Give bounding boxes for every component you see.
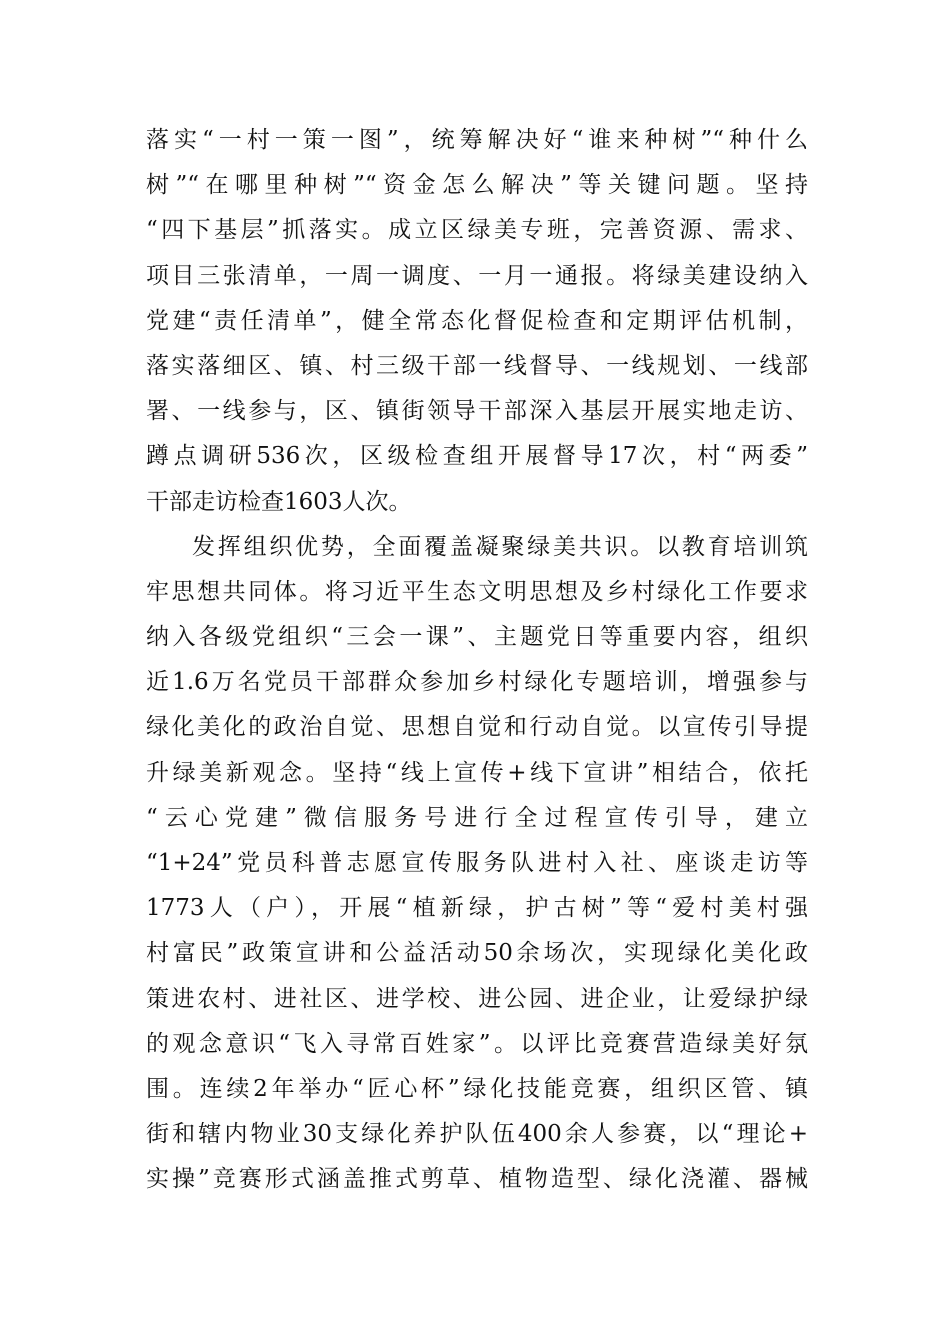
text-line: 围。连续2年举办“匠心杯”绿化技能竞赛，组织区管、镇 [146,1075,808,1102]
text-line: 近1.6万名党员干部群众参加乡村绿化专题培训，增强参与 [146,669,808,696]
text-line: 项目三张清单，一周一调度、一月一通报。将绿美建设纳入 [146,262,808,289]
paragraph-1 [146,118,808,525]
text-line: 绿化美化的政治自觉、思想自觉和行动自觉。以宣传引导提 [146,714,808,741]
text-line: “1+24”党员科普志愿宣传服务队进村入社、座谈走访等 [146,850,808,876]
text-line: “四下基层”抓落实。成立区绿美专班，完善资源、需求、 [146,217,808,244]
document-body [146,118,808,1203]
text-line: 蹲点调研536次，区级检查组开展督导17次，村“两委” [146,443,808,470]
text-line: 牢思想共同体。将习近平生态文明思想及乡村绿化工作要求 [146,578,808,605]
text-line: 树”“在哪里种树”“资金怎么解决”等关键问题。坚持 [146,172,808,199]
text-line: “云心党建”微信服务号进行全过程宣传引导，建立 [146,804,808,831]
text-line: 纳入各级党组织“三会一课”、主题党日等重要内容，组织 [146,624,808,651]
text-line: 发挥组织优势，全面覆盖凝聚绿美共识。以教育培训筑 [192,533,808,560]
text-line: 干部走访检查1603人次。 [146,488,412,515]
paragraph-2 [146,525,808,1203]
text-line: 实操”竞赛形式涵盖推式剪草、植物造型、绿化浇灌、器械 [146,1166,808,1193]
text-line: 署、一线参与，区、镇街领导干部深入基层开展实地走访、 [146,398,808,425]
text-line: 党建“责任清单”，健全常态化督促检查和定期评估机制， [146,307,808,334]
text-line: 策进农村、进社区、进学校、进公园、进企业，让爱绿护绿 [146,985,808,1012]
text-line: 的观念意识“飞入寻常百姓家”。以评比竞赛营造绿美好氛 [146,1030,808,1057]
text-line: 1773人（户），开展“植新绿，护古树”等“爱村美村强 [146,895,808,922]
text-line: 落实“一村一策一图”，统筹解决好“谁来种树”“种什么 [146,127,808,153]
text-line: 村富民”政策宣讲和公益活动50余场次，实现绿化美化政 [146,940,808,967]
text-line: 街和辖内物业30支绿化养护队伍400余人参赛，以“理论+ [146,1121,808,1148]
text-line: 升绿美新观念。坚持“线上宣传+线下宣讲”相结合，依托 [146,759,808,786]
text-line: 落实落细区、镇、村三级干部一线督导、一线规划、一线部 [146,352,808,379]
